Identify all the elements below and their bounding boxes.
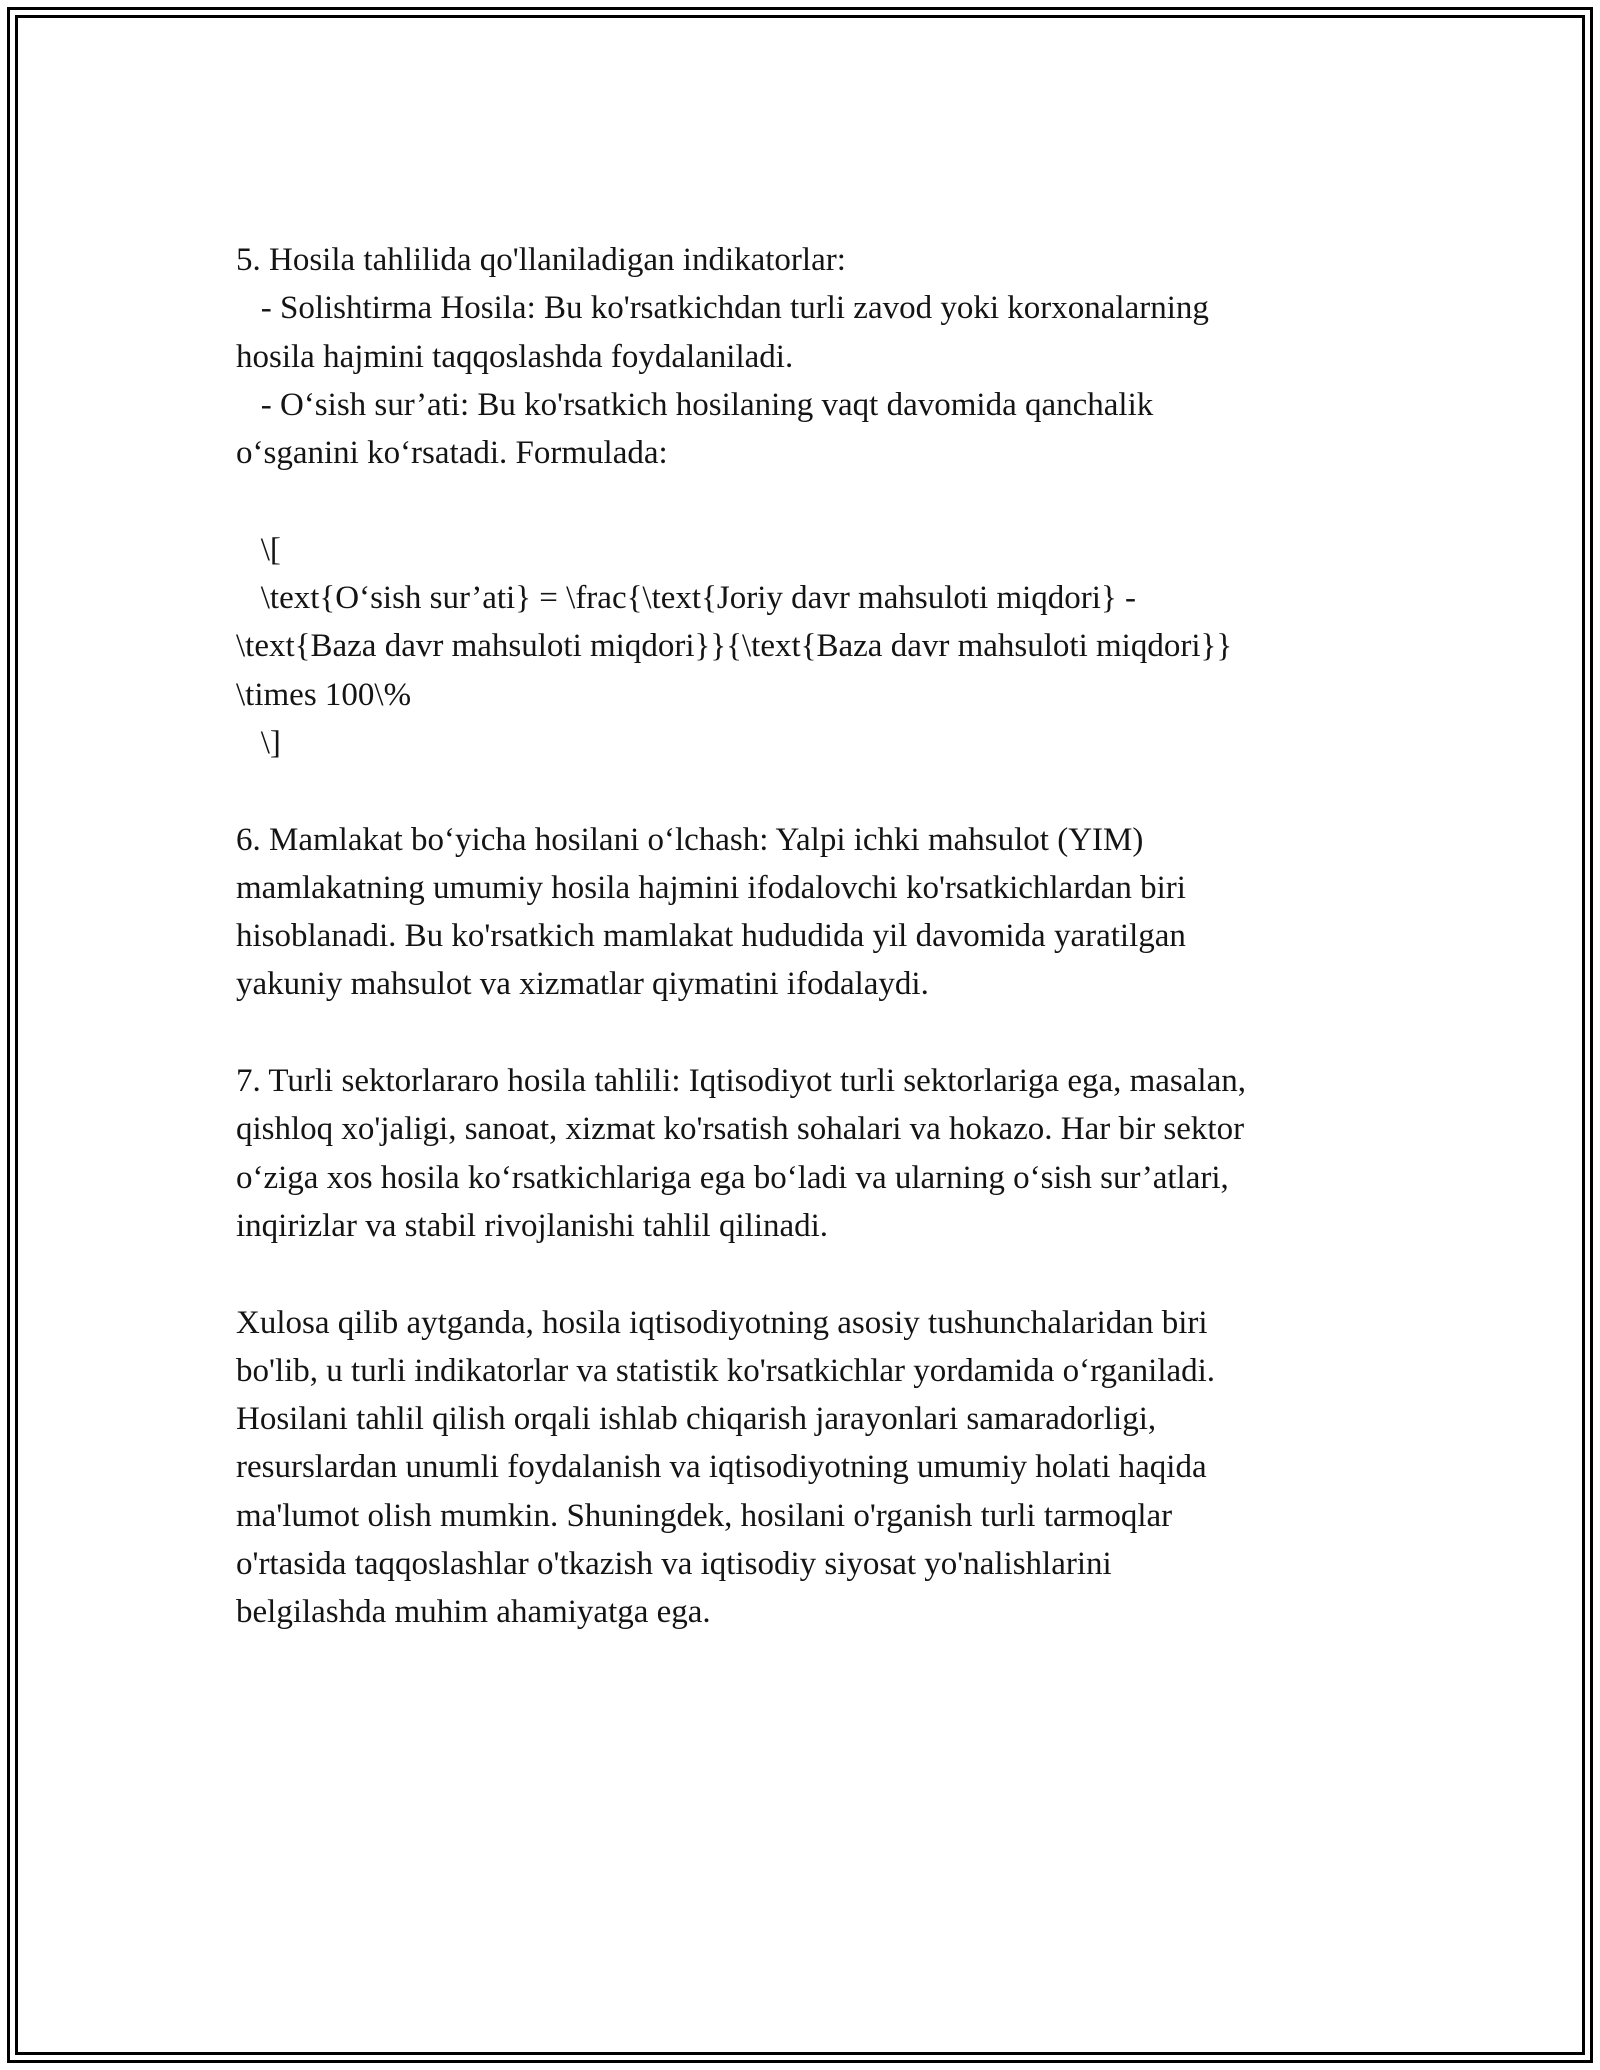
text-line: Hosilani tahlil qilish orqali ishlab chiqarish jarayonlari samaradorligi, — [236, 1401, 1157, 1438]
section-7-heading: 7. Turli sektorlararo hosila tahlili: Iqtisodiyot turli sektorlariga ega, masalan, — [236, 1063, 1246, 1100]
paragraph-spacer — [236, 477, 1386, 525]
text-line: yakuniy mahsulot va xizmatlar qiymatini ifodalaydi. — [236, 966, 929, 1003]
section-6-heading: 6. Mamlakat bo‘yicha hosilani o‘lchash: Yalpi ichki mahsulot (YIM) — [236, 821, 1144, 858]
formula-line: \] — [236, 724, 281, 761]
text-line: inqirizlar va stabil rivojlanishi tahlil qilinadi. — [236, 1207, 829, 1244]
text-line: hosila hajmini taqqoslashda foydalaniladi. — [236, 338, 794, 375]
text-line: resurslardan unumli foydalanish va iqtisodiyotning umumiy holati haqida — [236, 1449, 1207, 1486]
conclusion-paragraph — [236, 1299, 1386, 1637]
text-line: - O‘sish sur’ati: Bu ko'rsatkich hosilaning vaqt davomida qanchalik — [236, 386, 1154, 423]
section-5-heading: 5. Hosila tahlilida qo'llaniladigan indikatorlar: — [236, 242, 846, 278]
text-line: hisoblanadi. Bu ko'rsatkich mamlakat hududida yil davomida yaratilgan — [236, 918, 1186, 955]
text-line: belgilashda muhim ahamiyatga ega. — [236, 1594, 711, 1631]
paragraph-spacer — [236, 1009, 1386, 1057]
text-line: ma'lumot olish mumkin. Shuningdek, hosilani o'rganish turli tarmoqlar — [236, 1497, 1173, 1534]
text-line: o'rtasida taqqoslashlar o'tkazish va iqtisodiy siyosat yo'nalishlarini — [236, 1546, 1112, 1583]
conclusion-first-line: Xulosa qilib aytganda, hosila iqtisodiyotning asosiy tushunchalaridan biri — [236, 1304, 1208, 1341]
growth-rate-formula — [236, 526, 1386, 767]
text-line: qishloq xo'jaligi, sanoat, xizmat ko'rsatish sohalari va hokazo. Har bir sektor — [236, 1111, 1245, 1148]
formula-line: \[ — [236, 531, 281, 568]
section-7-sector-analysis — [236, 1057, 1386, 1250]
formula-line: \text{Baza davr mahsuloti miqdori}}{\text{Baza davr mahsuloti miqdori}} — [236, 628, 1233, 665]
section-6-country-measurement — [236, 816, 1386, 1009]
section-5-indicators — [236, 236, 1386, 477]
text-line: o‘sganini ko‘rsatadi. Formulada: — [236, 435, 668, 472]
text-line: bo'lib, u turli indikatorlar va statistik ko'rsatkichlar yordamida o‘rganiladi. — [236, 1352, 1216, 1389]
formula-line: \text{O‘sish sur’ati} = \frac{\text{Joriy davr mahsuloti miqdori} - — [236, 580, 1137, 617]
text-line: - Solishtirma Hosila: Bu ko'rsatkichdan turli zavod yoki korxonalarning — [236, 290, 1209, 327]
document-body — [236, 236, 1386, 1637]
paragraph-spacer — [236, 767, 1386, 815]
paragraph-spacer — [236, 1250, 1386, 1298]
formula-line: \times 100\% — [236, 676, 412, 713]
text-line: mamlakatning umumiy hosila hajmini ifodalovchi ko'rsatkichlardan biri — [236, 869, 1186, 906]
text-line: o‘ziga xos hosila ko‘rsatkichlariga ega bo‘ladi va ularning o‘sish sur’atlari, — [236, 1159, 1229, 1196]
